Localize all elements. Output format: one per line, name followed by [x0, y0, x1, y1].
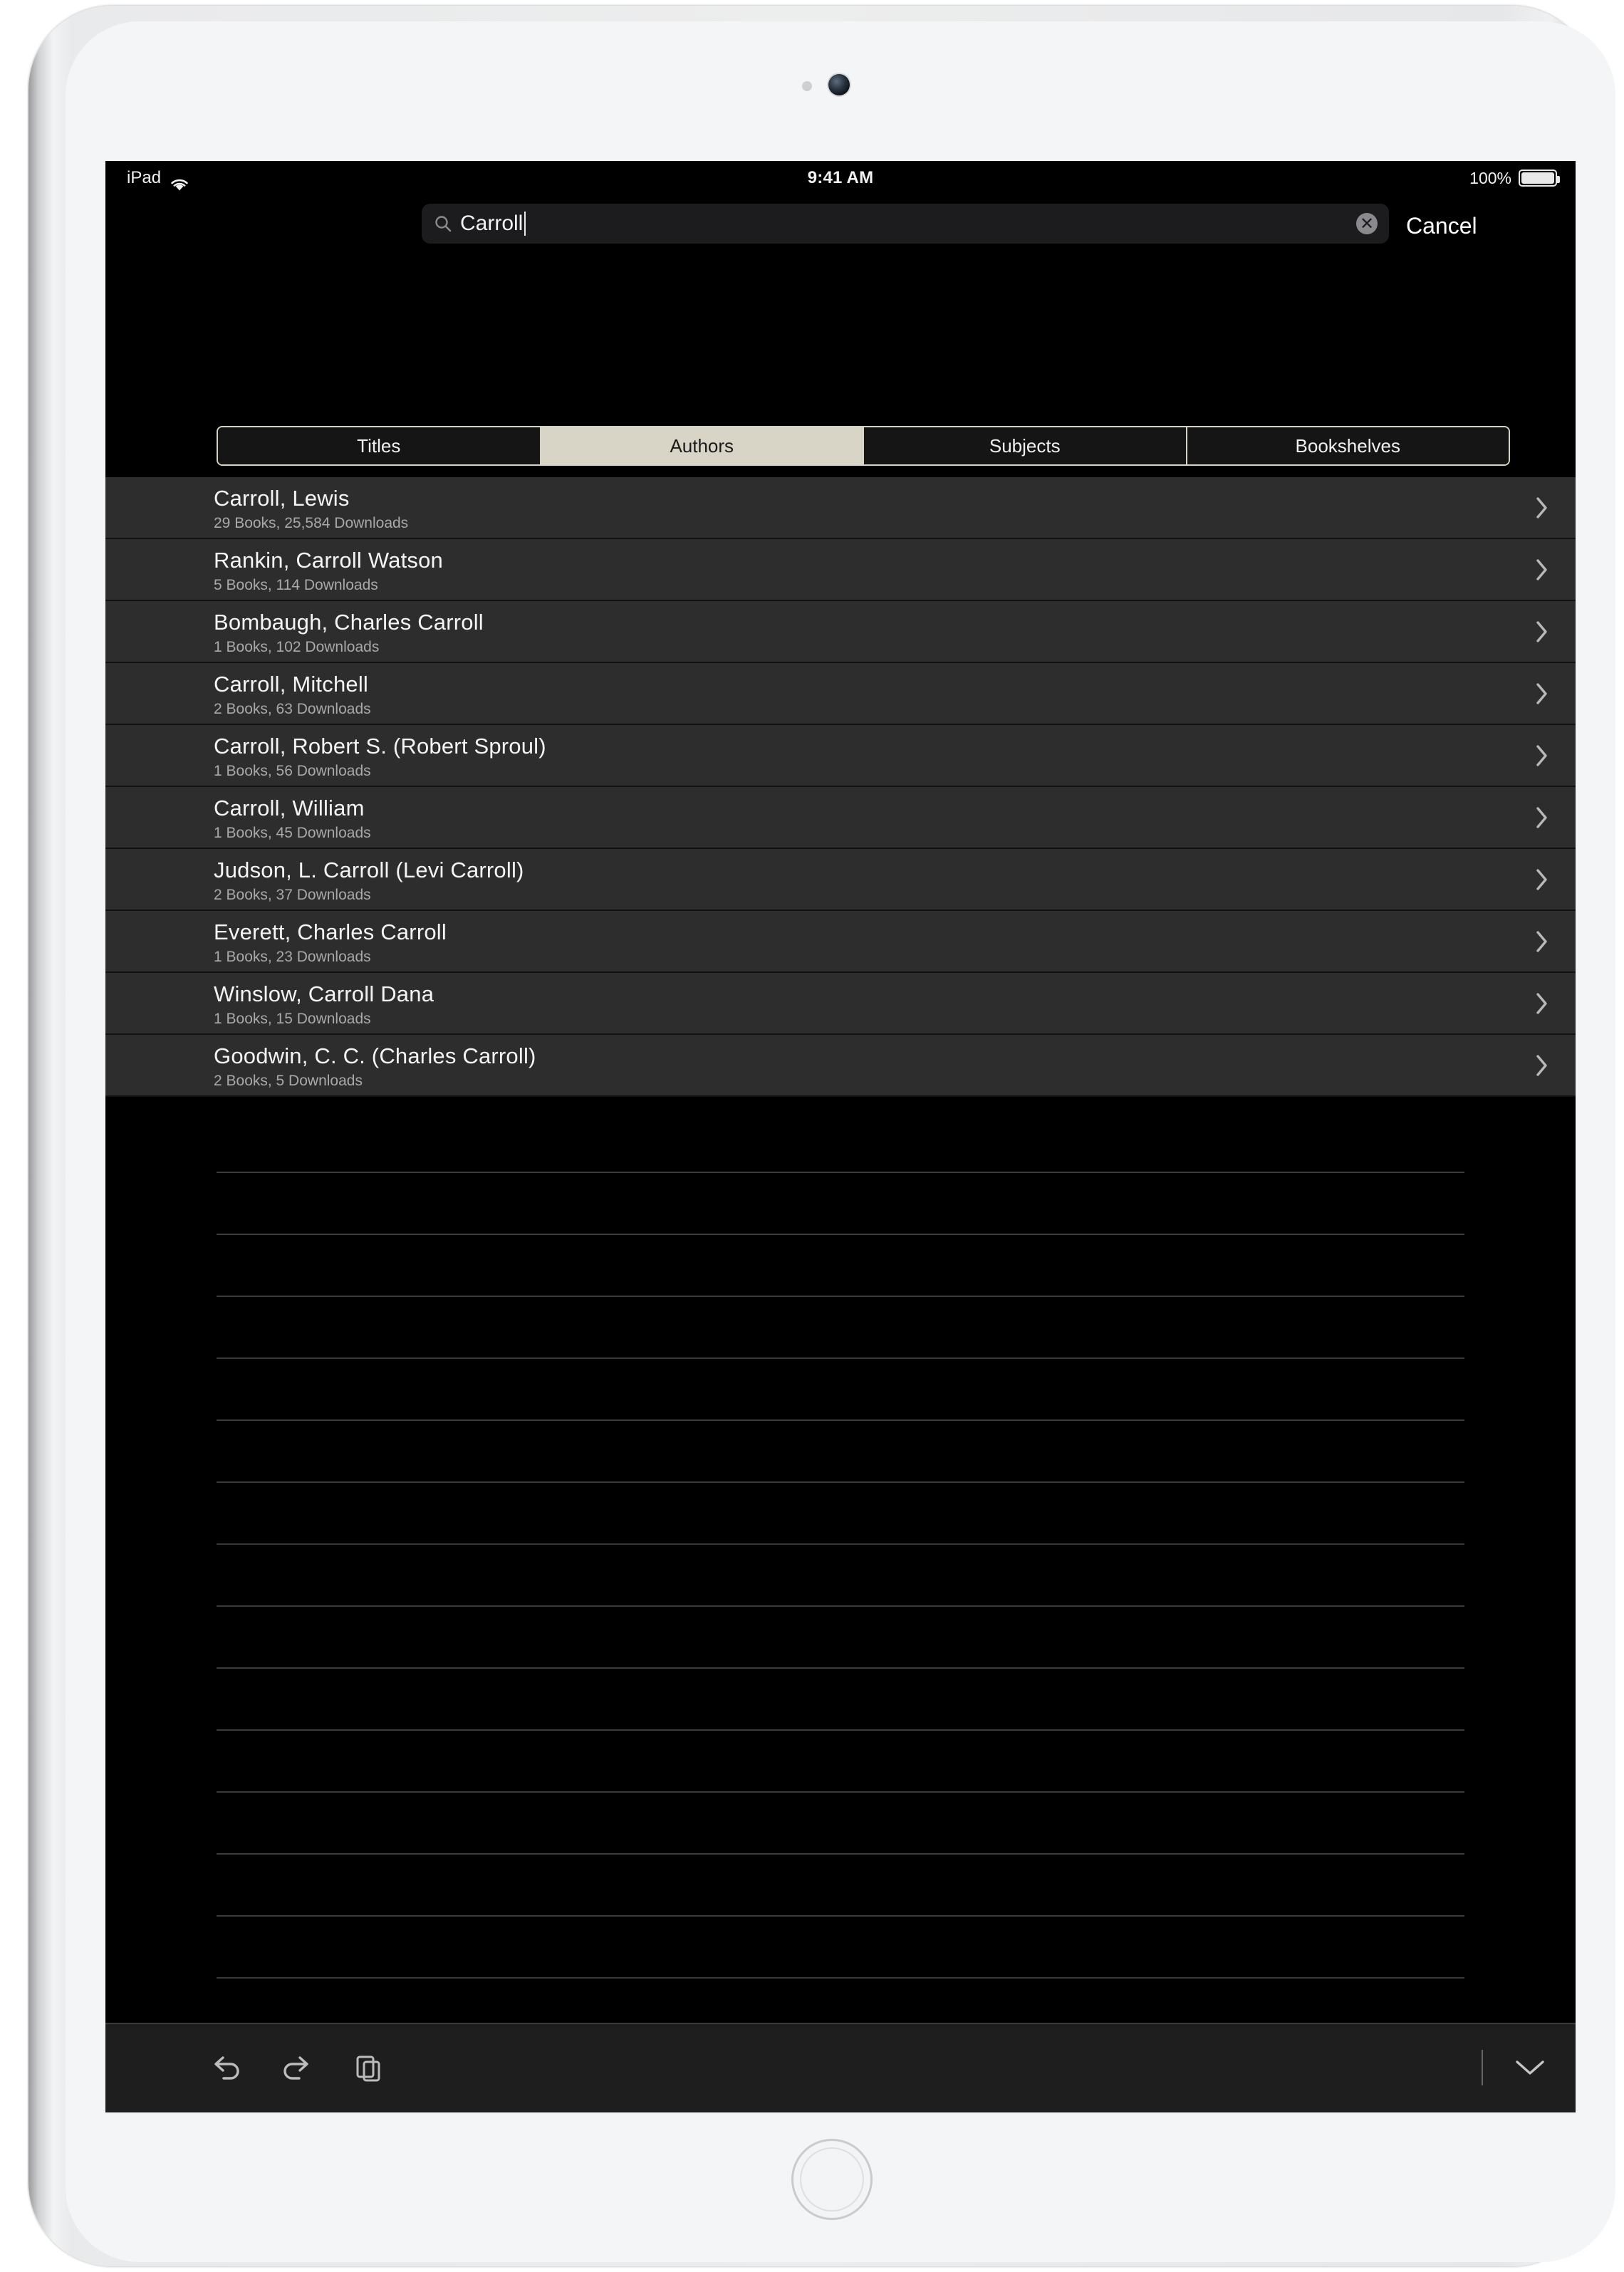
list-item — [217, 1669, 1464, 1731]
list-item — [217, 1359, 1464, 1421]
status-bar-right — [1469, 161, 1557, 195]
chevron-right-icon — [1536, 682, 1548, 706]
chevron-right-icon — [1536, 867, 1548, 892]
table-row[interactable] — [105, 725, 1576, 787]
list-item — [217, 1173, 1464, 1235]
tab-authors[interactable]: Authors — [541, 427, 865, 464]
toolbar-divider — [1482, 2050, 1483, 2085]
author-name: Carroll, Lewis — [214, 486, 350, 511]
chevron-right-icon — [1536, 558, 1548, 582]
list-item — [217, 1111, 1464, 1173]
table-row[interactable] — [105, 663, 1576, 725]
table-row[interactable] — [105, 787, 1576, 849]
author-name: Winslow, Carroll Dana — [214, 981, 434, 1006]
cancel-button[interactable]: Cancel — [1406, 213, 1477, 239]
status-bar-time: 9:41 AM — [807, 168, 874, 187]
ambient-light-sensor-icon — [802, 81, 812, 91]
author-meta: 1 Books, 56 Downloads — [214, 763, 371, 779]
author-name: Rankin, Carroll Watson — [214, 548, 443, 573]
table-row[interactable] — [105, 849, 1576, 911]
list-item — [217, 1421, 1464, 1483]
search-input-value: Carroll — [460, 212, 524, 235]
home-button[interactable] — [791, 2139, 873, 2220]
status-bar-device-label: iPad — [127, 168, 162, 187]
list-item — [217, 1793, 1464, 1855]
battery-icon — [1519, 170, 1557, 187]
author-name: Judson, L. Carroll (Levi Carroll) — [214, 858, 524, 882]
search-icon — [433, 214, 453, 234]
author-meta: 29 Books, 25,584 Downloads — [214, 515, 409, 531]
table-row[interactable] — [105, 911, 1576, 973]
list-item — [217, 1297, 1464, 1359]
author-meta: 2 Books, 37 Downloads — [214, 887, 371, 903]
list-item — [217, 1731, 1464, 1793]
list-item — [217, 1235, 1464, 1297]
author-name: Carroll, William — [214, 796, 365, 820]
text-cursor — [524, 212, 526, 236]
keyboard-accessory-toolbar — [105, 2023, 1576, 2112]
chevron-right-icon — [1536, 991, 1548, 1016]
search-scope-segmented-control[interactable] — [217, 426, 1510, 466]
author-meta: 1 Books, 102 Downloads — [214, 639, 380, 655]
table-row[interactable] — [105, 973, 1576, 1035]
author-name: Carroll, Mitchell — [214, 672, 368, 697]
status-bar — [105, 161, 1576, 195]
empty-list-area — [105, 1111, 1576, 1970]
table-row[interactable] — [105, 601, 1576, 663]
list-item — [217, 1607, 1464, 1669]
author-name: Carroll, Robert S. (Robert Sproul) — [214, 734, 546, 759]
list-item — [217, 1545, 1464, 1607]
battery-percent-label: 100% — [1469, 169, 1511, 187]
author-name: Everett, Charles Carroll — [214, 919, 447, 944]
undo-icon[interactable] — [207, 2048, 245, 2087]
battery-fill — [1521, 172, 1554, 184]
tab-subjects[interactable]: Subjects — [864, 427, 1187, 464]
author-meta: 2 Books, 5 Downloads — [214, 1073, 363, 1089]
chevron-right-icon — [1536, 1053, 1548, 1078]
ipad-screen — [105, 161, 1576, 2112]
author-meta: 2 Books, 63 Downloads — [214, 701, 371, 717]
list-item — [217, 1855, 1464, 1917]
home-button-ring — [800, 2147, 864, 2211]
search-input[interactable] — [422, 204, 1389, 244]
redo-icon[interactable] — [278, 2048, 316, 2087]
device-frame — [28, 6, 1596, 2266]
chevron-right-icon — [1536, 806, 1548, 830]
chevron-right-icon — [1536, 929, 1548, 954]
tab-bookshelves[interactable]: Bookshelves — [1187, 427, 1509, 464]
chevron-down-icon[interactable] — [1510, 2053, 1550, 2081]
table-row[interactable] — [105, 477, 1576, 539]
author-name: Bombaugh, Charles Carroll — [214, 610, 484, 635]
tab-titles[interactable]: Titles — [218, 427, 541, 464]
chevron-right-icon — [1536, 496, 1548, 520]
chevron-right-icon — [1536, 620, 1548, 644]
chevron-right-icon — [1536, 744, 1548, 768]
author-meta: 1 Books, 15 Downloads — [214, 1011, 371, 1027]
table-row[interactable] — [105, 1035, 1576, 1097]
front-camera-icon — [828, 74, 850, 95]
list-item — [217, 1483, 1464, 1545]
list-item — [217, 1917, 1464, 1979]
author-name: Goodwin, C. C. (Charles Carroll) — [214, 1043, 536, 1068]
author-meta: 1 Books, 45 Downloads — [214, 825, 371, 841]
paste-icon[interactable] — [349, 2048, 387, 2087]
clear-icon[interactable]: ✕ — [1356, 213, 1378, 234]
author-results-list — [105, 477, 1576, 1097]
author-meta: 1 Books, 23 Downloads — [214, 949, 371, 965]
table-row[interactable] — [105, 539, 1576, 601]
author-meta: 5 Books, 114 Downloads — [214, 577, 378, 593]
search-bar — [105, 195, 1576, 256]
